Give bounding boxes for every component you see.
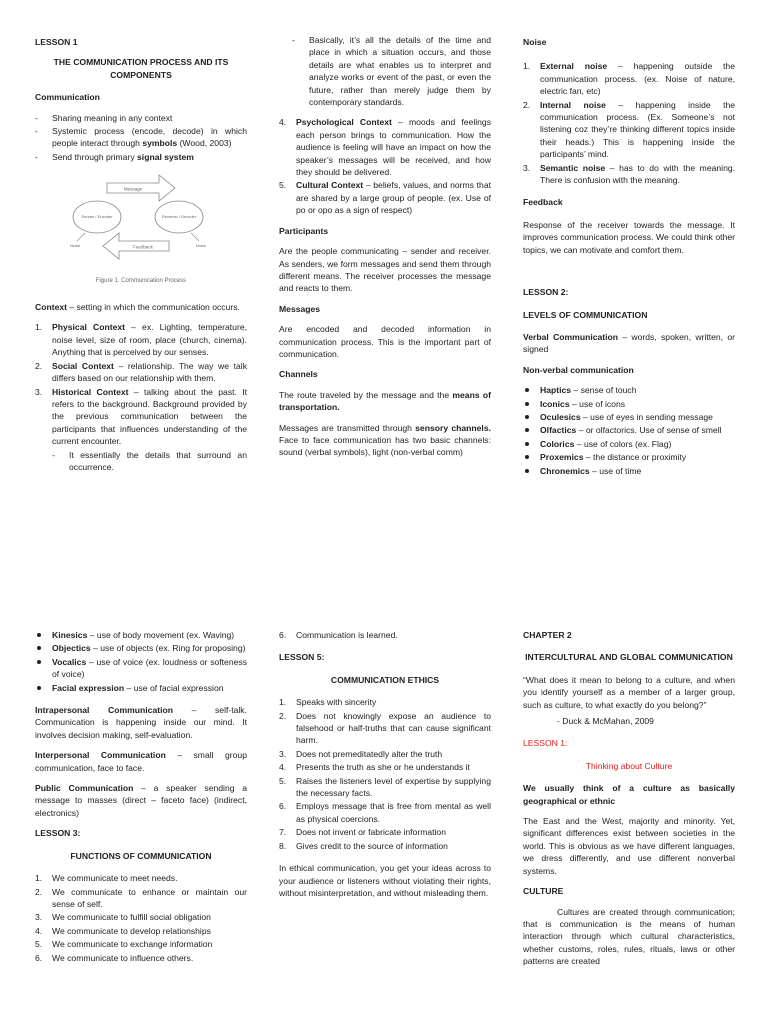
term: Verbal Communication [523, 331, 619, 342]
definition: – use of voice (ex. loudness or softeness of voice) [52, 656, 247, 680]
context-list [35, 321, 247, 447]
item-text: (Wood, 2003) [177, 138, 232, 149]
culture-geographic-statement: We usually think of a culture as basically geographical or ethnic [523, 783, 735, 806]
item-number: 3. [279, 748, 287, 759]
term: Vocalics [52, 656, 87, 667]
term: Physical Context [52, 322, 125, 333]
diagram-noise-left: Noise [69, 243, 81, 249]
intrapersonal-communication [35, 704, 247, 741]
list-item [35, 872, 247, 884]
list-item [35, 911, 247, 923]
list-item [279, 179, 491, 216]
ethics-list [279, 696, 491, 852]
term: Public Communication [35, 783, 134, 794]
list-item [523, 398, 735, 410]
context-list-continued [279, 116, 491, 216]
definition: – happening inside the communication process. (Ex. Someone’s not listening coz they’re thinking different topics inside their heads.) This is happening inside the participants’ mind. [540, 99, 736, 160]
list-item: - Sharing meaning in any context [35, 112, 247, 124]
definition: – has to do with the meaning. There is confusion with the meaning. [540, 162, 736, 186]
list-item [35, 151, 247, 163]
functions-heading: FUNCTIONS OF COMMUNICATION [70, 850, 212, 861]
list-item [279, 761, 491, 773]
term: Proxemics [540, 452, 584, 463]
sensory-channels-text [279, 422, 491, 459]
definition: – relationship. The way we talk differs based on our relationship with them. [52, 360, 247, 384]
term: Psychological Context [296, 117, 392, 128]
culture-heading: CULTURE [523, 886, 564, 897]
text: Messages are transmitted through [279, 422, 416, 433]
communication-heading: Communication [35, 92, 100, 103]
item-text: Employs message that is free from mental as well as physical coercions. [296, 801, 491, 824]
communication-process-diagram [63, 171, 213, 267]
ethical-communication-text: In ethical communication, you get your ideas across to your audience or listeners without violating their rights, without misinterpretation, and without misleading them. [279, 863, 491, 898]
item-text: We communicate to influence others. [52, 952, 194, 963]
text: Face to face communication has two basic channels: sound (verbal symbols), light (non-verbal comm) [279, 434, 491, 458]
item-number: 5. [279, 180, 287, 191]
item-text: We communicate to exchange information [52, 939, 213, 950]
list-item [523, 99, 735, 161]
definition: – ex. Lighting, temperature, noise level, size of room, place (church, cinema). Anything that is perceived by our senses. [52, 322, 247, 358]
item-text: Speaks with sincerity [296, 697, 377, 708]
diagram-feedback-label: Feedback [133, 244, 153, 250]
list-item [523, 465, 735, 477]
definition: – sense of touch [571, 385, 637, 396]
definition: – or olfactorics. Use of sense of smell [576, 425, 722, 436]
definition: – use of objects (ex. Ring for proposing) [90, 643, 246, 654]
definition: – beliefs, values, and norms that are shared by a large group of people. (ex. Use of po or opo as a sign of respect) [296, 180, 491, 216]
diagram-receiver-label: Receiver / Decoder [161, 214, 197, 220]
quote-attribution: - Duck & McMahan, 2009 [557, 716, 654, 727]
term: Chronemics [540, 465, 590, 476]
definition: – the distance or proximity [583, 452, 687, 463]
lesson-5-heading: LESSON 5: [279, 652, 325, 663]
list-item [35, 952, 247, 964]
list-item [279, 696, 491, 708]
item-text: We communicate to meet needs. [52, 873, 178, 884]
page2-column-2 [279, 629, 491, 907]
item-text: Send through primary [52, 151, 138, 162]
item-number: 2. [35, 886, 43, 897]
page2-column-1 [35, 629, 247, 972]
page1-column-3 [523, 36, 735, 485]
list-item [35, 125, 247, 150]
list-item [523, 162, 735, 187]
definition: – use of body movement (ex. Waving) [87, 630, 235, 640]
item-number: 4. [35, 925, 43, 936]
thinking-about-culture-heading: Thinking about Culture [585, 760, 673, 771]
diagram-noise-right: Noise [195, 243, 207, 249]
item-text: We communicate to develop relationships [52, 925, 211, 936]
noise-pointer-left [77, 233, 85, 241]
east-west-text: The East and the West, majority and minority. Yet, significant differences exist between societies in the world. This is obvious as we have different languages, we dress differently, and use different nonverbal systems. [523, 816, 735, 876]
nonverbal-list-continued [35, 629, 247, 694]
nonverbal-list [523, 384, 735, 477]
historical-sub-list [52, 449, 247, 474]
item-text: Raises the listeners level of expertise by supplying the necessary facts. [296, 775, 491, 799]
item-number: 2. [35, 360, 43, 371]
list-item [279, 629, 491, 641]
item-number: 6. [279, 801, 287, 812]
term: Social Context [52, 360, 114, 371]
item-number: 2. [279, 710, 287, 721]
list-item [523, 451, 735, 463]
nonverbal-heading: Non-verbal communication [523, 364, 634, 375]
noise-list [523, 60, 735, 186]
lesson-3-heading: LESSON 3: [35, 828, 81, 839]
figure-caption: Figure 1. Communication Process [95, 277, 187, 284]
item-text: Does not invent or fabricate information [296, 827, 446, 838]
levels-heading: LEVELS OF COMMUNICATION [523, 309, 648, 320]
verbal-communication [523, 331, 735, 356]
term: Context [35, 302, 67, 313]
list-item [279, 748, 491, 760]
list-item [279, 826, 491, 838]
list-item [35, 642, 247, 654]
list-item [35, 925, 247, 937]
term: Iconics [540, 398, 570, 409]
item-bold: symbols [142, 138, 178, 149]
list-item [279, 775, 491, 800]
participants-heading: Participants [279, 225, 329, 236]
noise-pointer-right [191, 233, 199, 241]
bold-text: means of transportation. [279, 389, 491, 413]
noise-heading: Noise [523, 37, 547, 47]
item-number: 1. [35, 873, 43, 884]
lesson-1-heading: LESSON 1 [35, 37, 78, 47]
term: Facial expression [52, 682, 125, 693]
item-text: Does not knowingly expose an audience to falsehood or half-truths that can cause significant harm. [296, 710, 491, 746]
list-item [35, 682, 247, 694]
list-item [35, 656, 247, 681]
definition: – happening outside the communication process. (ex. Noise of nature, electric fan, etc) [540, 61, 735, 97]
item-number: 6. [35, 952, 43, 963]
item-number: 3. [35, 912, 43, 923]
lesson-2-heading: LESSON 2: [523, 287, 569, 298]
context-definition [35, 301, 247, 313]
feedback-heading: Feedback [523, 197, 563, 208]
term: Interpersonal Communication [35, 750, 166, 761]
page1-column-1 [35, 36, 247, 481]
item-text: We communicate to fulfill social obligation [52, 912, 211, 923]
diagram-message-label: Message [123, 186, 143, 192]
text: The route traveled by the message and the [279, 389, 453, 400]
messages-heading: Messages [279, 303, 321, 314]
chapter-2-title: INTERCULTURAL AND GLOBAL COMMUNICATION [525, 652, 733, 663]
channels-heading: Channels [279, 369, 318, 380]
participants-text: Are the people communicating – sender and receiver. As senders, we form messages and send them through different means. The receiver processes the message and reacts to them. [279, 246, 491, 294]
list-item [35, 386, 247, 448]
definition: – use of time [589, 465, 642, 476]
list-item [35, 321, 247, 358]
list-item: - It essentially the details that surround an occurrence. [52, 449, 247, 474]
definition: – words, spoken, written, or signed [523, 331, 736, 355]
culture-text: Cultures are created through communication; that is communication is the means of human interaction through which cultural characteristics, whether customs, roles, rules, rituals, laws or other patterns are created [523, 906, 735, 967]
item-number: 2. [523, 99, 531, 110]
item-text: Gives credit to the source of information [296, 840, 448, 851]
term: Colorics [540, 438, 575, 449]
list-item [279, 800, 491, 825]
term: Kinesics [52, 630, 88, 640]
diagram-sender-label: Sender / Encoder [81, 214, 113, 220]
list-item [523, 438, 735, 450]
definition: – use of icons [569, 398, 626, 409]
item-number: 1. [523, 61, 531, 72]
item-number: 1. [279, 697, 287, 708]
term: External noise [540, 61, 608, 72]
definition: – moods and feelings each person brings to communication. How the audience is feeling will have an impact on how the speaker’s messages will be received, and how they should be delivered. [296, 117, 491, 178]
interpersonal-communication [35, 749, 247, 774]
list-item [35, 886, 247, 911]
term: Oculesics [540, 411, 581, 422]
item-number: 1. [35, 322, 43, 333]
item-number: 4. [279, 117, 287, 128]
term: Internal noise [540, 99, 606, 110]
item-number: 7. [279, 827, 287, 838]
ethics-heading: COMMUNICATION ETHICS [330, 674, 440, 685]
list-item [35, 629, 247, 641]
functions-list [35, 872, 247, 964]
term: Objectics [52, 643, 91, 654]
definition: – self-talk. Communication is happening inside our mind. It involves decision making, self-evaluation. [35, 705, 247, 740]
item-text: Presents the truth as she or he understands it [296, 762, 470, 773]
definition: – small group communication, face to face. [35, 750, 247, 773]
page-2 [0, 512, 768, 1024]
definition: – use of facial expression [124, 682, 224, 693]
list-item [279, 116, 491, 178]
list-item [523, 424, 735, 436]
item-bold: signal system [137, 151, 194, 162]
communication-bullets [35, 112, 247, 164]
term: Olfactics [540, 425, 577, 436]
bold-text: sensory channels. [415, 422, 491, 433]
item-text: Systemic process (encode, decode) in which people interact through [52, 126, 247, 149]
list-item: - Basically, it’s all the details of the time and place in which a situation occurs, and those details are what enables us to interpret and analyze works or event of the past, or even the future, rather than merely judge them by contemporary standards. [292, 34, 491, 108]
definition: – use of eyes in sending message [580, 411, 713, 422]
chapter-2-heading: CHAPTER 2 [523, 630, 572, 640]
item-number: 8. [279, 840, 287, 851]
list-item [523, 411, 735, 423]
messages-text: Are encoded and decoded information in communication process. This is the important part of communication. [279, 324, 491, 359]
item-number: 3. [35, 386, 43, 397]
channels-text [279, 389, 491, 414]
definition: – a speaker sending a message to masses (direct – faceto face) (indirect, electronics) [35, 783, 248, 818]
item-text: Communication is learned. [296, 630, 398, 640]
list-item [279, 840, 491, 852]
list-item [35, 360, 247, 385]
page2-column-3 [523, 629, 735, 976]
definition: – use of colors (ex. Flag) [574, 438, 672, 449]
term: Haptics [540, 385, 572, 396]
term: Cultural Context [296, 180, 364, 191]
list-item [279, 710, 491, 747]
term: Historical Context [52, 386, 129, 397]
item-number: 5. [35, 939, 43, 950]
item-text: We communicate to enhance or maintain our sense of self. [52, 886, 247, 909]
public-communication [35, 782, 247, 819]
lesson-1-heading-chapter-2: LESSON 1: [523, 738, 568, 749]
chapter-quote: “What does it mean to belong to a culture, and when you identify yourself as a member of a larger group, such as culture, to what exactly do you belong?” [523, 674, 735, 710]
item-number: 4. [279, 762, 287, 773]
list-item [523, 60, 735, 97]
item-number: 3. [523, 162, 531, 173]
definition: – setting in which the communication occurs. [67, 302, 240, 313]
list-item [523, 384, 735, 396]
functions-list-continued [279, 629, 491, 641]
page1-column-2 [279, 34, 491, 467]
term: Intrapersonal Communication [35, 705, 173, 716]
list-item [35, 938, 247, 950]
feedback-text: Response of the receiver towards the message. It improves communication process. We could think other topics, we can motivate and comfort them. [523, 219, 735, 255]
item-text: Does not premeditatedly alter the truth [296, 748, 443, 759]
definition: – talking about the past. It refers to the background. Background provided by the previous communication between the participants that influences understanding of the current encounter. [52, 386, 247, 447]
item-number: 6. [279, 630, 287, 640]
term: Semantic noise [540, 162, 606, 173]
item-number: 5. [279, 775, 287, 786]
lesson-1-title: THE COMMUNICATION PROCESS AND ITS COMPONENTS [53, 57, 229, 80]
historical-detail-list [292, 34, 491, 108]
